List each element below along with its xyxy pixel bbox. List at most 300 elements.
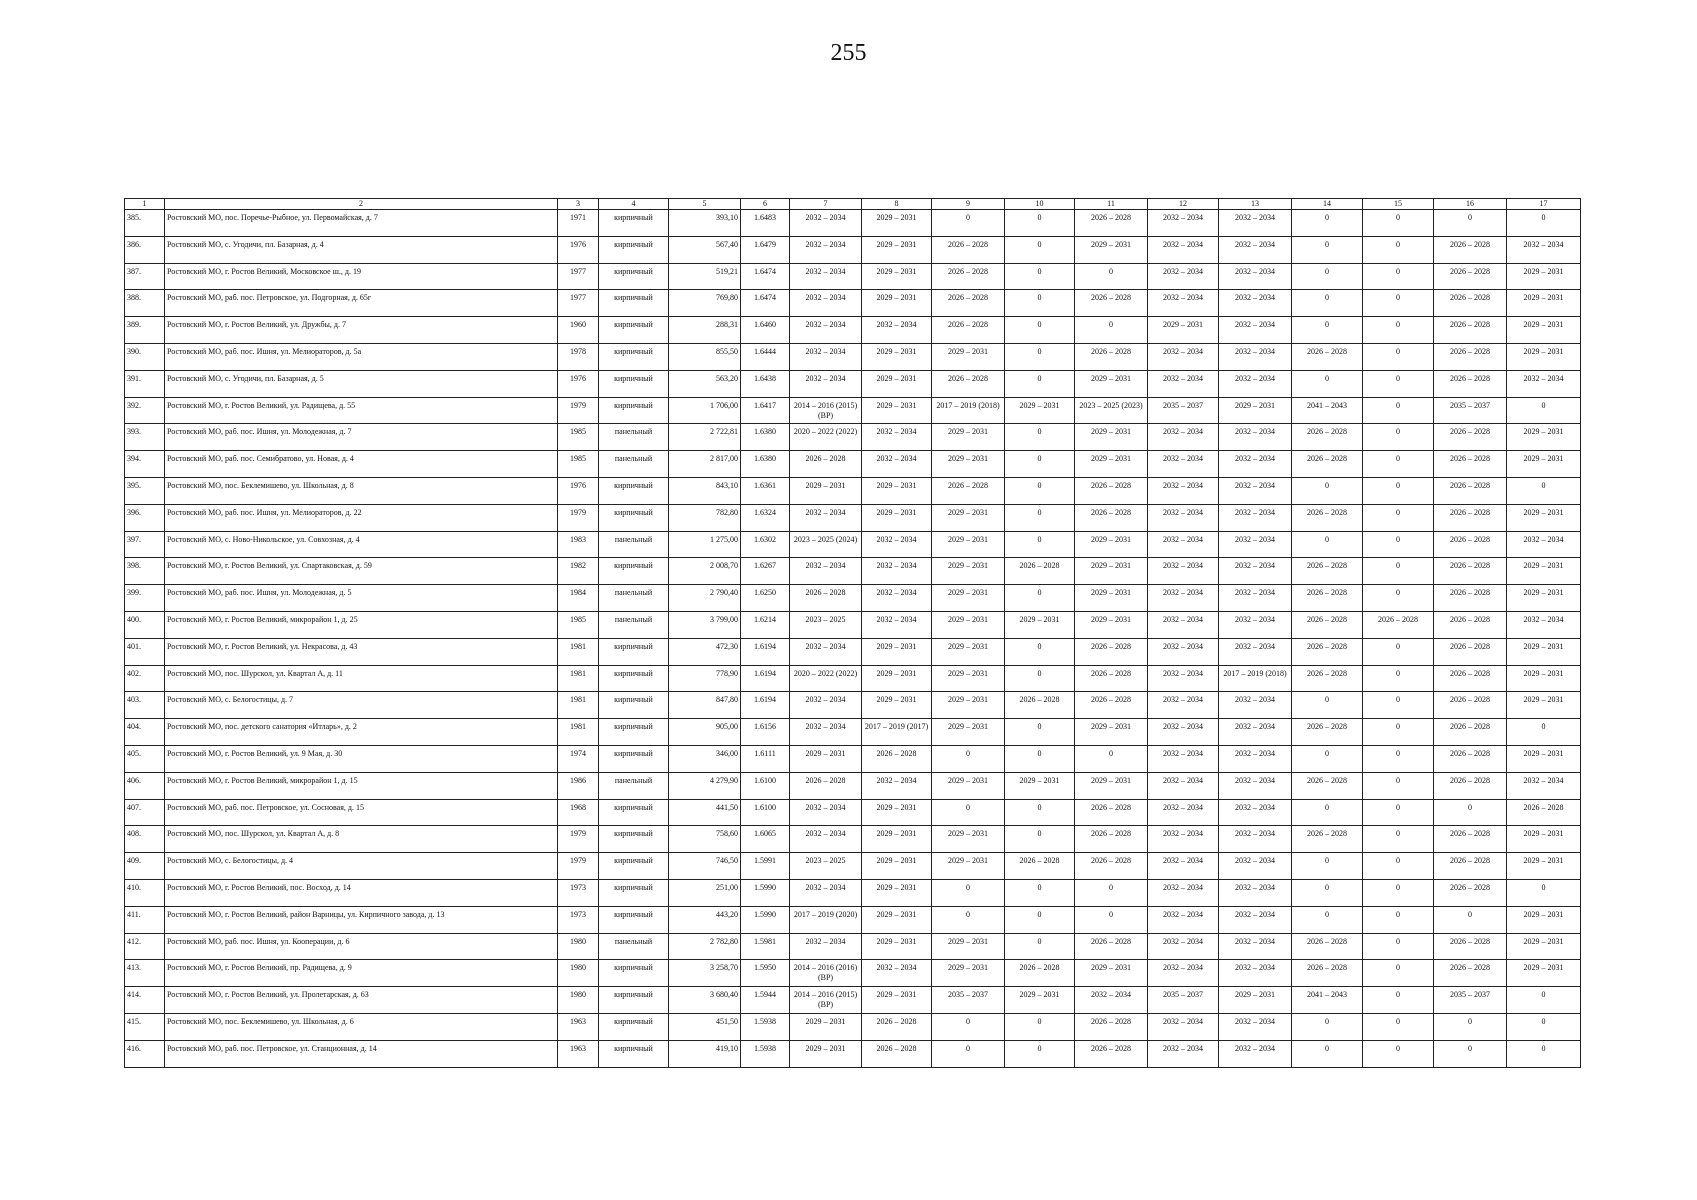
cell-period-col-13: 2032 – 2034 [1219,424,1292,451]
cell-total-area: 769,80 [669,290,741,317]
table-row [125,477,1581,504]
table-row [125,692,1581,719]
cell-period-col-12: 2032 – 2034 [1148,263,1219,290]
cell-period-col-10: 0 [1005,531,1075,558]
cell-total-area: 1 706,00 [669,397,741,424]
cell-period-col-14: 0 [1292,236,1363,263]
cell-row-number: 399. [125,585,165,612]
cell-period-col-10: 0 [1005,317,1075,344]
cell-address: Ростовский МО, с. Угодичи, пл. Базарная, д. 4 [165,236,558,263]
cell-period-col-16: 2026 – 2028 [1434,585,1507,612]
cell-row-number: 405. [125,745,165,772]
cell-period-col-12: 2032 – 2034 [1148,424,1219,451]
cell-year-built: 1979 [558,504,599,531]
cell-period-col-13: 2029 – 2031 [1219,987,1292,1014]
cell-period-col-7: 2032 – 2034 [790,933,862,960]
cell-period-col-14: 2026 – 2028 [1292,611,1363,638]
cell-row-number: 404. [125,719,165,746]
cell-period-col-7: 2026 – 2028 [790,585,862,612]
cell-period-col-11: 2026 – 2028 [1075,853,1148,880]
cell-total-area: 2 817,00 [669,451,741,478]
cell-criteria-index: 1.6460 [741,317,790,344]
cell-year-built: 1986 [558,772,599,799]
cell-period-col-11: 2029 – 2031 [1075,585,1148,612]
cell-year-built: 1976 [558,370,599,397]
cell-period-col-9: 2017 – 2019 (2018) [932,397,1005,424]
cell-wall-material: панельный [599,611,669,638]
cell-year-built: 1981 [558,719,599,746]
cell-wall-material: кирпичный [599,343,669,370]
cell-period-col-13: 2032 – 2034 [1219,210,1292,237]
cell-period-col-7: 2032 – 2034 [790,317,862,344]
cell-period-col-16: 2026 – 2028 [1434,424,1507,451]
table-row [125,826,1581,853]
cell-period-col-12: 2032 – 2034 [1148,745,1219,772]
cell-period-col-11: 0 [1075,906,1148,933]
cell-period-col-7: 2014 – 2016 (2015) (ВР) [790,397,862,424]
table-row [125,611,1581,638]
column-header-5: 5 [669,199,741,210]
cell-period-col-14: 0 [1292,531,1363,558]
column-header-14: 14 [1292,199,1363,210]
cell-period-col-15: 0 [1363,638,1434,665]
cell-period-col-15: 0 [1363,1013,1434,1040]
cell-period-col-12: 2032 – 2034 [1148,692,1219,719]
cell-row-number: 388. [125,290,165,317]
cell-period-col-11: 2029 – 2031 [1075,558,1148,585]
cell-year-built: 1960 [558,317,599,344]
cell-period-col-11: 2026 – 2028 [1075,692,1148,719]
table-row [125,906,1581,933]
cell-period-col-8: 2032 – 2034 [862,960,932,987]
table-row [125,290,1581,317]
cell-period-col-17: 2029 – 2031 [1507,638,1581,665]
cell-period-col-14: 0 [1292,1013,1363,1040]
table-row [125,1040,1581,1067]
cell-row-number: 407. [125,799,165,826]
cell-wall-material: кирпичный [599,853,669,880]
cell-period-col-14: 0 [1292,799,1363,826]
cell-period-col-9: 2026 – 2028 [932,317,1005,344]
cell-period-col-9: 2029 – 2031 [932,960,1005,987]
cell-period-col-7: 2026 – 2028 [790,451,862,478]
cell-period-col-11: 2029 – 2031 [1075,451,1148,478]
cell-period-col-16: 2026 – 2028 [1434,531,1507,558]
cell-row-number: 385. [125,210,165,237]
cell-wall-material: кирпичный [599,665,669,692]
cell-period-col-17: 0 [1507,397,1581,424]
cell-period-col-17: 0 [1507,1040,1581,1067]
cell-period-col-9: 2026 – 2028 [932,236,1005,263]
cell-period-col-15: 0 [1363,692,1434,719]
table-row [125,745,1581,772]
cell-total-area: 2 722,81 [669,424,741,451]
cell-period-col-7: 2020 – 2022 (2022) [790,424,862,451]
cell-wall-material: панельный [599,585,669,612]
cell-period-col-10: 0 [1005,1040,1075,1067]
cell-total-area: 419,10 [669,1040,741,1067]
cell-period-col-13: 2032 – 2034 [1219,611,1292,638]
cell-period-col-17: 2029 – 2031 [1507,585,1581,612]
cell-row-number: 406. [125,772,165,799]
cell-period-col-11: 2026 – 2028 [1075,290,1148,317]
cell-period-col-11: 2029 – 2031 [1075,531,1148,558]
cell-period-col-7: 2032 – 2034 [790,826,862,853]
cell-period-col-14: 2026 – 2028 [1292,719,1363,746]
cell-period-col-13: 2032 – 2034 [1219,290,1292,317]
cell-period-col-14: 0 [1292,692,1363,719]
cell-total-area: 346,00 [669,745,741,772]
cell-period-col-15: 0 [1363,424,1434,451]
cell-total-area: 251,00 [669,879,741,906]
cell-period-col-17: 2032 – 2034 [1507,531,1581,558]
cell-period-col-7: 2029 – 2031 [790,1040,862,1067]
cell-period-col-8: 2032 – 2034 [862,317,932,344]
cell-period-col-11: 2029 – 2031 [1075,236,1148,263]
cell-period-col-9: 2035 – 2037 [932,987,1005,1014]
cell-period-col-14: 0 [1292,906,1363,933]
cell-total-area: 2 008,70 [669,558,741,585]
cell-address: Ростовский МО, раб. пос. Семибратово, ул. Новая, д. 4 [165,451,558,478]
cell-period-col-14: 2026 – 2028 [1292,772,1363,799]
cell-period-col-17: 2032 – 2034 [1507,370,1581,397]
cell-period-col-17: 2029 – 2031 [1507,451,1581,478]
cell-criteria-index: 1.6417 [741,397,790,424]
cell-address: Ростовский МО, раб. пос. Ишня, ул. Мелиораторов, д. 5а [165,343,558,370]
cell-period-col-15: 0 [1363,745,1434,772]
cell-period-col-17: 0 [1507,1013,1581,1040]
cell-period-col-15: 0 [1363,477,1434,504]
cell-address: Ростовский МО, с. Ново-Никольское, ул. Совхозная, д. 4 [165,531,558,558]
cell-address: Ростовский МО, г. Ростов Великий, пос. Восход, д. 14 [165,879,558,906]
cell-period-col-15: 0 [1363,343,1434,370]
cell-period-col-11: 0 [1075,263,1148,290]
cell-period-col-15: 0 [1363,719,1434,746]
cell-period-col-11: 2026 – 2028 [1075,799,1148,826]
cell-period-col-11: 2029 – 2031 [1075,424,1148,451]
cell-year-built: 1981 [558,692,599,719]
cell-period-col-8: 2029 – 2031 [862,236,932,263]
cell-period-col-16: 2026 – 2028 [1434,317,1507,344]
cell-period-col-14: 0 [1292,1040,1363,1067]
cell-criteria-index: 1.6438 [741,370,790,397]
cell-wall-material: кирпичный [599,826,669,853]
cell-period-col-16: 2026 – 2028 [1434,853,1507,880]
cell-criteria-index: 1.6474 [741,290,790,317]
cell-period-col-10: 2029 – 2031 [1005,611,1075,638]
table-row [125,719,1581,746]
cell-period-col-14: 2026 – 2028 [1292,960,1363,987]
cell-criteria-index: 1.6194 [741,665,790,692]
cell-period-col-12: 2035 – 2037 [1148,397,1219,424]
cell-row-number: 415. [125,1013,165,1040]
cell-period-col-14: 2026 – 2028 [1292,504,1363,531]
cell-period-col-12: 2032 – 2034 [1148,853,1219,880]
cell-period-col-9: 2029 – 2031 [932,424,1005,451]
cell-period-col-9: 0 [932,879,1005,906]
cell-year-built: 1980 [558,987,599,1014]
cell-row-number: 391. [125,370,165,397]
cell-year-built: 1985 [558,611,599,638]
cell-period-col-11: 2026 – 2028 [1075,504,1148,531]
cell-address: Ростовский МО, раб. пос. Ишня, ул. Молодежная, д. 7 [165,424,558,451]
cell-year-built: 1979 [558,826,599,853]
cell-year-built: 1985 [558,451,599,478]
cell-period-col-9: 2029 – 2031 [932,343,1005,370]
cell-address: Ростовский МО, г. Ростов Великий, ул. Спартаковская, д. 59 [165,558,558,585]
cell-period-col-10: 0 [1005,745,1075,772]
cell-period-col-10: 0 [1005,879,1075,906]
cell-period-col-7: 2032 – 2034 [790,504,862,531]
cell-criteria-index: 1.6214 [741,611,790,638]
table-row [125,210,1581,237]
cell-period-col-13: 2032 – 2034 [1219,585,1292,612]
cell-address: Ростовский МО, пос. Шурскол, ул. Квартал А, д. 11 [165,665,558,692]
cell-wall-material: кирпичный [599,799,669,826]
cell-period-col-15: 0 [1363,451,1434,478]
cell-criteria-index: 1.5991 [741,853,790,880]
cell-period-col-10: 0 [1005,504,1075,531]
cell-period-col-8: 2029 – 2031 [862,799,932,826]
cell-year-built: 1971 [558,210,599,237]
cell-wall-material: кирпичный [599,210,669,237]
table-row [125,531,1581,558]
table-row [125,987,1581,1014]
cell-period-col-15: 0 [1363,585,1434,612]
cell-year-built: 1984 [558,585,599,612]
cell-period-col-10: 0 [1005,343,1075,370]
cell-period-col-15: 0 [1363,799,1434,826]
cell-period-col-8: 2029 – 2031 [862,826,932,853]
cell-period-col-17: 2029 – 2031 [1507,692,1581,719]
cell-period-col-9: 2029 – 2031 [932,826,1005,853]
cell-address: Ростовский МО, с. Угодичи, пл. Базарная, д. 5 [165,370,558,397]
cell-period-col-9: 0 [932,745,1005,772]
cell-period-col-16: 0 [1434,1013,1507,1040]
cell-period-col-9: 2029 – 2031 [932,719,1005,746]
cell-period-col-11: 2032 – 2034 [1075,987,1148,1014]
cell-period-col-14: 0 [1292,290,1363,317]
cell-period-col-15: 0 [1363,504,1434,531]
cell-period-col-12: 2032 – 2034 [1148,343,1219,370]
cell-period-col-15: 0 [1363,1040,1434,1067]
cell-year-built: 1976 [558,236,599,263]
cell-period-col-14: 2041 – 2043 [1292,987,1363,1014]
cell-period-col-7: 2032 – 2034 [790,799,862,826]
cell-row-number: 414. [125,987,165,1014]
cell-period-col-15: 0 [1363,826,1434,853]
cell-period-col-13: 2032 – 2034 [1219,558,1292,585]
cell-period-col-14: 0 [1292,370,1363,397]
column-header-2: 2 [165,199,558,210]
cell-period-col-17: 2029 – 2031 [1507,960,1581,987]
cell-period-col-14: 0 [1292,853,1363,880]
cell-period-col-7: 2014 – 2016 (2015) (ВР) [790,987,862,1014]
column-header-4: 4 [599,199,669,210]
cell-period-col-15: 0 [1363,933,1434,960]
cell-address: Ростовский МО, г. Ростов Великий, микрорайон 1, д. 15 [165,772,558,799]
cell-period-col-12: 2032 – 2034 [1148,585,1219,612]
cell-period-col-10: 0 [1005,210,1075,237]
cell-address: Ростовский МО, г. Ростов Великий, ул. Некрасова, д. 43 [165,638,558,665]
cell-year-built: 1977 [558,290,599,317]
table-row [125,558,1581,585]
cell-period-col-15: 0 [1363,558,1434,585]
cell-address: Ростовский МО, г. Ростов Великий, микрорайон 1, д. 25 [165,611,558,638]
cell-address: Ростовский МО, г. Ростов Великий, ул. Радищева, д. 55 [165,397,558,424]
table-header [125,199,1581,210]
cell-year-built: 1979 [558,853,599,880]
cell-period-col-11: 2026 – 2028 [1075,1040,1148,1067]
cell-period-col-14: 0 [1292,317,1363,344]
cell-period-col-13: 2032 – 2034 [1219,853,1292,880]
cell-period-col-14: 2026 – 2028 [1292,424,1363,451]
cell-year-built: 1981 [558,665,599,692]
cell-address: Ростовский МО, г. Ростов Великий, Московское ш., д. 19 [165,263,558,290]
cell-period-col-10: 0 [1005,290,1075,317]
cell-period-col-16: 2035 – 2037 [1434,987,1507,1014]
cell-criteria-index: 1.6324 [741,504,790,531]
cell-period-col-11: 2026 – 2028 [1075,1013,1148,1040]
column-header-1: 1 [125,199,165,210]
cell-period-col-9: 2029 – 2031 [932,531,1005,558]
cell-row-number: 411. [125,906,165,933]
cell-period-col-8: 2029 – 2031 [862,504,932,531]
cell-period-col-10: 0 [1005,263,1075,290]
cell-period-col-9: 2029 – 2031 [932,853,1005,880]
cell-period-col-11: 0 [1075,879,1148,906]
cell-total-area: 778,90 [669,665,741,692]
cell-period-col-8: 2029 – 2031 [862,906,932,933]
cell-period-col-9: 0 [932,1013,1005,1040]
table-row [125,451,1581,478]
cell-wall-material: кирпичный [599,745,669,772]
cell-period-col-7: 2032 – 2034 [790,558,862,585]
cell-year-built: 1974 [558,745,599,772]
cell-period-col-10: 0 [1005,906,1075,933]
cell-year-built: 1978 [558,343,599,370]
cell-criteria-index: 1.6444 [741,343,790,370]
cell-row-number: 401. [125,638,165,665]
cell-address: Ростовский МО, пос. детского санатория «Итларь», д. 2 [165,719,558,746]
cell-period-col-10: 0 [1005,665,1075,692]
cell-criteria-index: 1.5938 [741,1040,790,1067]
cell-period-col-7: 2026 – 2028 [790,772,862,799]
cell-period-col-16: 2026 – 2028 [1434,370,1507,397]
cell-period-col-12: 2032 – 2034 [1148,504,1219,531]
cell-period-col-7: 2032 – 2034 [790,236,862,263]
cell-row-number: 402. [125,665,165,692]
cell-period-col-7: 2020 – 2022 (2022) [790,665,862,692]
cell-total-area: 905,00 [669,719,741,746]
cell-year-built: 1963 [558,1040,599,1067]
cell-wall-material: кирпичный [599,692,669,719]
cell-period-col-13: 2032 – 2034 [1219,879,1292,906]
cell-row-number: 387. [125,263,165,290]
cell-period-col-12: 2035 – 2037 [1148,987,1219,1014]
cell-year-built: 1981 [558,638,599,665]
cell-period-col-12: 2032 – 2034 [1148,960,1219,987]
cell-period-col-10: 2026 – 2028 [1005,960,1075,987]
cell-criteria-index: 1.6267 [741,558,790,585]
cell-period-col-15: 0 [1363,263,1434,290]
cell-period-col-15: 0 [1363,317,1434,344]
cell-wall-material: кирпичный [599,263,669,290]
cell-row-number: 395. [125,477,165,504]
cell-period-col-8: 2032 – 2034 [862,772,932,799]
cell-period-col-17: 2029 – 2031 [1507,504,1581,531]
cell-period-col-9: 2029 – 2031 [932,611,1005,638]
cell-period-col-13: 2032 – 2034 [1219,1040,1292,1067]
cell-wall-material: кирпичный [599,1013,669,1040]
cell-criteria-index: 1.6156 [741,719,790,746]
cell-period-col-10: 0 [1005,933,1075,960]
cell-year-built: 1982 [558,558,599,585]
cell-year-built: 1980 [558,933,599,960]
cell-wall-material: кирпичный [599,236,669,263]
cell-address: Ростовский МО, г. Ростов Великий, ул. 9 Мая, д. 30 [165,745,558,772]
cell-period-col-12: 2032 – 2034 [1148,665,1219,692]
cell-period-col-15: 0 [1363,665,1434,692]
cell-total-area: 443,20 [669,906,741,933]
cell-period-col-9: 2026 – 2028 [932,263,1005,290]
cell-period-col-9: 2026 – 2028 [932,477,1005,504]
cell-total-area: 441,50 [669,799,741,826]
cell-period-col-15: 0 [1363,290,1434,317]
cell-period-col-14: 2026 – 2028 [1292,665,1363,692]
cell-period-col-15: 0 [1363,960,1434,987]
cell-period-col-7: 2029 – 2031 [790,1013,862,1040]
table-body [125,210,1581,1068]
cell-period-col-8: 2029 – 2031 [862,290,932,317]
cell-period-col-10: 0 [1005,719,1075,746]
cell-year-built: 1980 [558,960,599,987]
cell-period-col-11: 2023 – 2025 (2023) [1075,397,1148,424]
cell-total-area: 2 782,80 [669,933,741,960]
cell-period-col-7: 2032 – 2034 [790,879,862,906]
cell-address: Ростовский МО, г. Ростов Великий, ул. Пролетарская, д. 63 [165,987,558,1014]
cell-total-area: 847,80 [669,692,741,719]
cell-wall-material: панельный [599,531,669,558]
cell-criteria-index: 1.6100 [741,772,790,799]
cell-wall-material: кирпичный [599,906,669,933]
cell-period-col-13: 2032 – 2034 [1219,799,1292,826]
cell-period-col-7: 2014 – 2016 (2016) (ВР) [790,960,862,987]
cell-period-col-12: 2032 – 2034 [1148,611,1219,638]
cell-wall-material: панельный [599,772,669,799]
cell-wall-material: кирпичный [599,987,669,1014]
cell-period-col-8: 2029 – 2031 [862,692,932,719]
cell-period-col-12: 2032 – 2034 [1148,719,1219,746]
cell-period-col-16: 0 [1434,210,1507,237]
cell-period-col-11: 2026 – 2028 [1075,933,1148,960]
cell-address: Ростовский МО, раб. пос. Ишня, ул. Кооперации, д. 6 [165,933,558,960]
cell-criteria-index: 1.6250 [741,585,790,612]
cell-period-col-10: 0 [1005,370,1075,397]
cell-row-number: 392. [125,397,165,424]
cell-period-col-11: 0 [1075,745,1148,772]
cell-period-col-11: 2029 – 2031 [1075,611,1148,638]
cell-wall-material: кирпичный [599,879,669,906]
cell-period-col-15: 0 [1363,987,1434,1014]
cell-period-col-7: 2032 – 2034 [790,638,862,665]
cell-period-col-10: 0 [1005,1013,1075,1040]
cell-criteria-index: 1.6302 [741,531,790,558]
cell-period-col-7: 2032 – 2034 [790,290,862,317]
cell-period-col-13: 2017 – 2019 (2018) [1219,665,1292,692]
cell-period-col-15: 0 [1363,210,1434,237]
housing-registry-table [124,198,1581,1068]
